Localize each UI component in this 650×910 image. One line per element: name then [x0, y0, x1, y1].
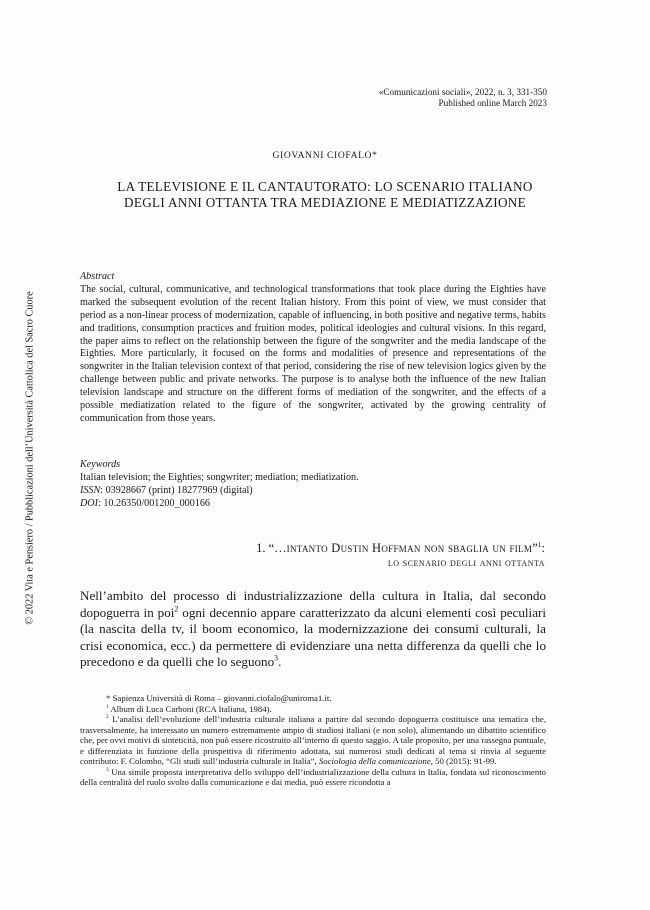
doi-label: DOI [80, 497, 98, 509]
section-close-quote: ” [532, 541, 538, 555]
footnote-3 [80, 767, 546, 788]
title-line-2: DEGLI ANNI OTTANTA TRA MEDIAZIONE E MEDIATIZZAZIONE [124, 195, 526, 210]
section-subtitle: lo scenario degli anni ottanta [387, 557, 545, 569]
footnote-ref-3[interactable]: 3 [274, 653, 279, 663]
section-title: intanto Dustin Hoffman non sbaglia un film [286, 541, 533, 555]
issn-line [80, 485, 546, 498]
paragraph-text-3: . [278, 654, 282, 669]
paragraph-text-1: Nell’ambito del processo di industrializzazione della cultura in Italia, dal secondo dopoguerra in poi [80, 588, 546, 620]
section-heading [256, 541, 545, 555]
section-colon: : [541, 541, 545, 555]
footnote-2-text-b: , 50 (2015): 91-99. [430, 756, 497, 767]
footnote-2-text-a: L’analisi dell’evoluzione dell’industria culturale italiana a partire dal secondo dopoguerra costituisce una tematica che, trasversalmente, ha interessato un numero estremamente ampio di studiosi italiani (e non solo), alimentando un dibattito scientifico che, per ovvi motivi di sinteticità, non può essere ricostruito all’interno di questo saggio. A tale proposito, per una rassegna puntuale, e differenziata in funzione della prospettiva di riferimento adottata, sui numerosi studi dedicati al tema si rinvia al seguente contributo: F. Colombo, “Gli studi sull’industria culturale in Italia”, [80, 714, 546, 767]
issn-label: ISSN [80, 484, 101, 496]
paragraph-text-2: ogni decennio appare caratterizzato da alcuni elementi così peculiari (la nascita della tv, il boom economico, la modernizzazione dei consumi culturali, la crisi economica, ecc.) da permettere di evidenziare una netta differenza da quelli che lo precedono e da quelli che lo seguono [80, 604, 547, 669]
title-line-1: LA TELEVISIONE E IL CANTAUTORATO: LO SCENARIO ITALIANO [117, 179, 533, 194]
journal-line: «Comunicazioni sociali», 2022, n. 3, 331-350 [378, 87, 547, 97]
footnote-ref-2[interactable]: 2 [174, 604, 179, 614]
footnotes [80, 693, 546, 788]
issn-value: : 03928667 (print) 18277969 (digital) [100, 484, 253, 496]
footnote-author-affiliation: * Sapienza Università di Roma – giovanni.ciofalo@uniroma1.it. [106, 693, 332, 703]
keywords-text: Italian television; the Eighties; songwriter; mediation; mediatization. [80, 471, 359, 483]
footnote-3-number: 3 [106, 766, 109, 773]
journal-citation [379, 87, 547, 109]
doi-value: : 10.26350/001200_000166 [98, 497, 210, 509]
keywords-label: Keywords [80, 459, 121, 470]
author-name: GIOVANNI CIOFALO* [272, 150, 378, 161]
abstract-text: The social, cultural, communicative, and technological transformations that took place during the Eighties have marked the subsequent evolution of the recent Italian history. From this point of view, we must consider that period as a non-linear process of modernization, capable of influencing, in both positive and negative terms, habits and traditions, consumption practices and fruition modes, political ideologies and cultural visions. In this regard, the paper aims to reflect on the relationship between the figure of the songwriter and the media landscape of the Eighties. More particularly, it focused on the forms and modalities of presence and representations of the songwriter in the Italian television context of that period, considering the rise of new television logics given by the challenge between public and private networks. The purpose is to analyse both the influence of the new Italian television landscape and structure on the different forms of mediation of the songwriter, and the effects of a possible mediatization related to the figure of the songwriter, activated by the growing centrality of communication from those years. [80, 283, 546, 424]
footnote-1 [80, 704, 546, 715]
published-line: Published online March 2023 [438, 98, 547, 108]
footnote-ref-1[interactable]: 1 [537, 539, 542, 549]
footnote-2-journal: Sociologia della comunicazione [318, 756, 431, 767]
keywords-section [80, 459, 546, 511]
footnote-2-number: 2 [106, 714, 109, 721]
abstract-label: Abstract [80, 271, 115, 282]
doi-line [80, 498, 546, 511]
footnote-1-number: 1 [106, 703, 109, 710]
footnote-1-text: Album di Luca Carboni (RCA Italiana, 1984). [108, 703, 272, 714]
sidebar-copyright: © 2022 Vita e Pensiero / Pubblicazioni dell’Università Cattolica del Sacro Cuore [24, 291, 36, 625]
section-number: 1. “… [256, 541, 287, 555]
footnote-2 [80, 714, 546, 767]
paper-title [0, 179, 650, 211]
main-paragraph [80, 588, 546, 671]
abstract-section [80, 271, 546, 426]
footnote-3-text: Una simile proposta interpretativa dello sviluppo dell’industrializzazione della cultura in Italia, fondata sul riconoscimento della centralità del ruolo svolto dalla comunicazione e dai media, può essere ricondotta a [80, 766, 546, 788]
